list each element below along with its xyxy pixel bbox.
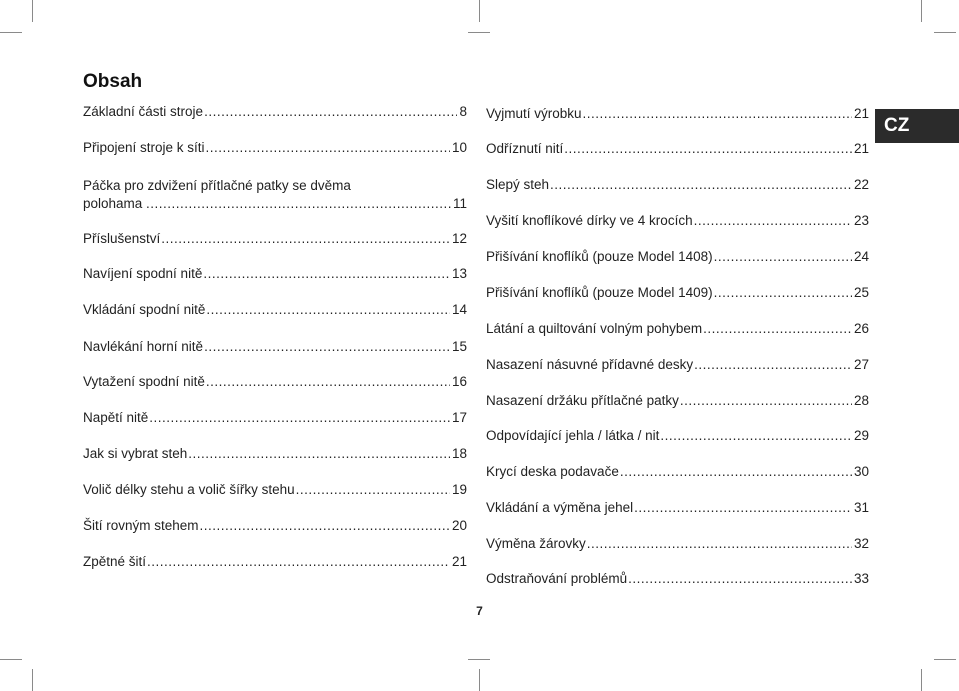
toc-entry[interactable]: [486, 393, 869, 409]
toc-entry-label: Příslušenství: [83, 231, 161, 246]
toc-entry-page: 11: [452, 196, 467, 211]
crop-mark: [934, 32, 956, 33]
toc-entry-label: Napětí nitě: [83, 410, 149, 425]
toc-entry-page: 19: [451, 482, 467, 497]
toc-entry[interactable]: [486, 249, 869, 265]
leader-dots: [620, 464, 852, 480]
toc-entry-label: Výměna žárovky: [486, 536, 586, 551]
toc-entry[interactable]: [83, 302, 467, 318]
leader-dots: [694, 357, 852, 373]
toc-entry-label: Vyšití knoflíkové dírky ve 4 krocích: [486, 213, 693, 228]
leader-dots: [203, 266, 450, 282]
crop-mark: [0, 659, 22, 660]
leader-dots: [161, 231, 450, 247]
toc-entry[interactable]: [83, 446, 467, 462]
toc-entry-label: Vyjmutí výrobku: [486, 106, 582, 121]
toc-entry-page: 17: [451, 410, 467, 425]
crop-mark: [479, 669, 480, 691]
crop-mark: [921, 669, 922, 691]
toc-entry-label: Odříznutí nití: [486, 141, 564, 156]
toc-entry-label: Přišívání knoflíků (pouze Model 1408): [486, 249, 713, 264]
language-tab: CZ: [875, 109, 959, 143]
leader-dots: [204, 339, 450, 355]
crop-mark: [0, 32, 22, 33]
leader-dots: [146, 195, 451, 213]
leader-dots: [206, 302, 450, 318]
toc-entry-page: 29: [853, 428, 869, 443]
leader-dots: [200, 518, 450, 534]
toc-entry-page: 12: [451, 231, 467, 246]
toc-entry[interactable]: [486, 285, 869, 301]
leader-dots: [714, 285, 852, 301]
leader-dots: [550, 177, 852, 193]
toc-entry-page: 20: [451, 518, 467, 533]
toc-entry[interactable]: [83, 104, 467, 120]
toc-entry-page: 14: [451, 302, 467, 317]
crop-mark: [934, 659, 956, 660]
toc-entry-page: 13: [451, 266, 467, 281]
toc-entry[interactable]: [83, 518, 467, 534]
toc-entry-label: Nasazení násuvné přídavné desky: [486, 357, 694, 372]
leader-dots: [634, 500, 852, 516]
toc-entry-page: 30: [853, 464, 869, 479]
toc-entry-page: 16: [451, 374, 467, 389]
toc-entry-label: Vkládání spodní nitě: [83, 302, 206, 317]
toc-entry[interactable]: [83, 410, 467, 426]
toc-entry[interactable]: [486, 571, 869, 587]
toc-entry[interactable]: [486, 177, 869, 193]
toc-entry[interactable]: [486, 500, 869, 516]
toc-entry-page: 21: [451, 554, 467, 569]
toc-entry-page: 23: [853, 213, 869, 228]
page-number: 7: [476, 604, 483, 618]
toc-entry[interactable]: [83, 482, 467, 498]
crop-mark: [921, 0, 922, 22]
toc-entry[interactable]: [486, 357, 869, 373]
crop-mark: [468, 659, 490, 660]
toc-entry-page: 33: [853, 571, 869, 586]
toc-entry[interactable]: [83, 177, 467, 213]
crop-mark: [32, 669, 33, 691]
leader-dots: [703, 321, 852, 337]
toc-entry[interactable]: [83, 374, 467, 390]
toc-entry-label: Odstraňování problémů: [486, 571, 628, 586]
leader-dots: [564, 141, 852, 157]
toc-entry-label: Odpovídající jehla / látka / nit: [486, 428, 660, 443]
toc-entry[interactable]: [486, 213, 869, 229]
toc-entry[interactable]: [486, 106, 869, 122]
toc-entry[interactable]: [83, 339, 467, 355]
toc-entry-label: Přišívání knoflíků (pouze Model 1409): [486, 285, 713, 300]
toc-entry-page: 22: [853, 177, 869, 192]
toc-entry-label: Navíjení spodní nitě: [83, 266, 203, 281]
leader-dots: [587, 536, 852, 552]
toc-entry-label: Jak si vybrat steh: [83, 446, 188, 461]
toc-entry-label: Nasazení držáku přítlačné patky: [486, 393, 679, 408]
toc-entry-page: 8: [459, 104, 467, 119]
toc-entry[interactable]: [83, 266, 467, 282]
toc-entry-page: 28: [853, 393, 869, 408]
toc-entry-label: Páčka pro zdvižení přítlačné patky se dvěma polohama: [83, 178, 351, 211]
toc-entry[interactable]: [486, 464, 869, 480]
page-title: Obsah: [83, 71, 143, 92]
leader-dots: [206, 374, 450, 390]
toc-entry[interactable]: [486, 321, 869, 337]
leader-dots: [206, 140, 450, 156]
toc-entry-page: 32: [853, 536, 869, 551]
leader-dots: [694, 213, 852, 229]
toc-entry-label: Krycí deska podavače: [486, 464, 619, 479]
leader-dots: [714, 249, 852, 265]
toc-entry-label: Šití rovným stehem: [83, 518, 199, 533]
leader-dots: [149, 410, 450, 426]
toc-entry-page: 10: [451, 140, 467, 155]
leader-dots: [680, 393, 852, 409]
toc-entry-label: Vytažení spodní nitě: [83, 374, 205, 389]
toc-entry-label: Slepý steh: [486, 177, 550, 192]
toc-entry-page: 31: [853, 500, 869, 515]
toc-entry-page: 18: [451, 446, 467, 461]
toc-entry-page: 21: [853, 141, 869, 156]
toc-entry-label: Připojení stroje k síti: [83, 140, 205, 155]
leader-dots: [204, 104, 457, 120]
leader-dots: [583, 106, 852, 122]
leader-dots: [660, 428, 852, 444]
toc-entry-label: Vkládání a výměna jehel: [486, 500, 634, 515]
leader-dots: [147, 554, 450, 570]
toc-entry[interactable]: [83, 554, 467, 570]
crop-mark: [32, 0, 33, 22]
toc-entry-page: 15: [451, 339, 467, 354]
toc-entry[interactable]: [486, 428, 869, 444]
crop-mark: [479, 0, 480, 22]
toc-entry-label: Základní části stroje: [83, 104, 204, 119]
toc-entry[interactable]: [486, 536, 869, 552]
leader-dots: [188, 446, 450, 462]
toc-entry[interactable]: [83, 140, 467, 156]
leader-dots: [296, 482, 450, 498]
toc-entry[interactable]: [486, 141, 869, 157]
toc-entry-page: 24: [853, 249, 869, 264]
toc-entry[interactable]: [83, 231, 467, 247]
toc-entry-label: Zpětné šití: [83, 554, 147, 569]
toc-entry-label: Navlékání horní nitě: [83, 339, 204, 354]
toc-entry-page: 21: [853, 106, 869, 121]
toc-entry-label: Látání a quiltování volným pohybem: [486, 321, 703, 336]
toc-entry-page: 25: [853, 285, 869, 300]
toc-entry-label: Volič délky stehu a volič šířky stehu: [83, 482, 295, 497]
toc-entry-page: 26: [853, 321, 869, 336]
leader-dots: [628, 571, 852, 587]
toc-entry-page: 27: [853, 357, 869, 372]
crop-mark: [468, 32, 490, 33]
